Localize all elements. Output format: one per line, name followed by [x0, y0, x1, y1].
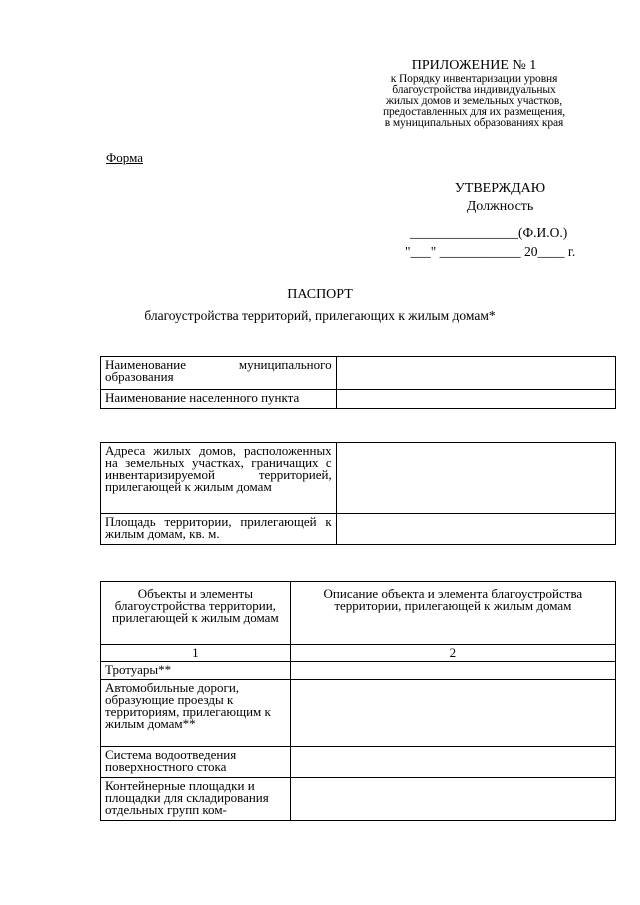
table-cell-label: Автомобильные дороги, образующие проезды к территориям, прилегающим к жилым домам**: [101, 680, 291, 747]
appendix-line: предоставленных для их размещения,: [382, 106, 566, 118]
column-number-row: [101, 645, 616, 662]
table-row: [101, 680, 616, 747]
table-cell-label: Адреса жилых домов, расположенных на земельных участках, граничащих с инвентаризируемой территорией, прилегающей к жилым домам: [101, 443, 337, 514]
appendix-line: благоустройства индивидуальных: [392, 84, 556, 96]
table-row: [101, 443, 616, 514]
form-label: Форма: [106, 150, 143, 165]
table-row: [101, 357, 616, 390]
table-cell-value[interactable]: [336, 357, 615, 390]
appendix-header: [344, 58, 604, 129]
appendix-line: в муниципальных образованиях края: [384, 117, 564, 129]
approval-block: [400, 180, 600, 216]
table-row: [101, 390, 616, 409]
table-cell-label: Наименование населенного пункта: [101, 390, 337, 409]
table-cell-value[interactable]: [336, 390, 615, 409]
appendix-line: жилых домов и земельных участков,: [386, 95, 562, 107]
table-cell-value[interactable]: [336, 443, 615, 514]
appendix-line: к Порядку инвентаризации уровня: [390, 73, 558, 85]
table-row: [101, 778, 616, 821]
municipality-table: [100, 356, 616, 409]
table-cell-value[interactable]: [290, 747, 615, 778]
territory-table: [100, 442, 616, 545]
document-subtitle: благоустройства территорий, прилегающих к жилым домам*: [144, 308, 496, 323]
table-cell-value[interactable]: [290, 662, 615, 680]
table-cell-label: Система водоотведения поверхностного стока: [101, 747, 291, 778]
column-number: 2: [290, 645, 615, 662]
table-cell-label: Площадь территории, прилегающей к жилым домам, кв. м.: [101, 514, 337, 545]
column-number: 1: [101, 645, 291, 662]
approve-heading: УТВЕРЖДАЮ: [454, 181, 546, 196]
document-title: ПАСПОРТ: [287, 287, 353, 302]
table-cell-value[interactable]: [336, 514, 615, 545]
approval-date-line: "___" ____________ 20____ г.: [405, 244, 576, 259]
approver-name-line: ________________(Ф.И.О.): [410, 225, 568, 240]
objects-table: [100, 581, 616, 821]
table-row: [101, 662, 616, 680]
column-header: Объекты и элементы благоустройства территории, прилегающей к жилым домам: [101, 582, 291, 645]
table-cell-value[interactable]: [290, 778, 615, 821]
table-cell-label: Наименование муниципального образования: [101, 357, 337, 390]
column-header: Описание объекта и элемента благоустройства территории, прилегающей к жилым домам: [290, 582, 615, 645]
approver-position: Должность: [466, 199, 534, 214]
table-header-row: [101, 582, 616, 645]
table-cell-value[interactable]: [290, 680, 615, 747]
table-cell-label: Тротуары**: [101, 662, 291, 680]
appendix-title: ПРИЛОЖЕНИЕ № 1: [411, 58, 537, 73]
table-row: [101, 747, 616, 778]
table-cell-label: Контейнерные площадки и площадки для складирования отдельных групп ком-: [101, 778, 291, 821]
table-row: [101, 514, 616, 545]
